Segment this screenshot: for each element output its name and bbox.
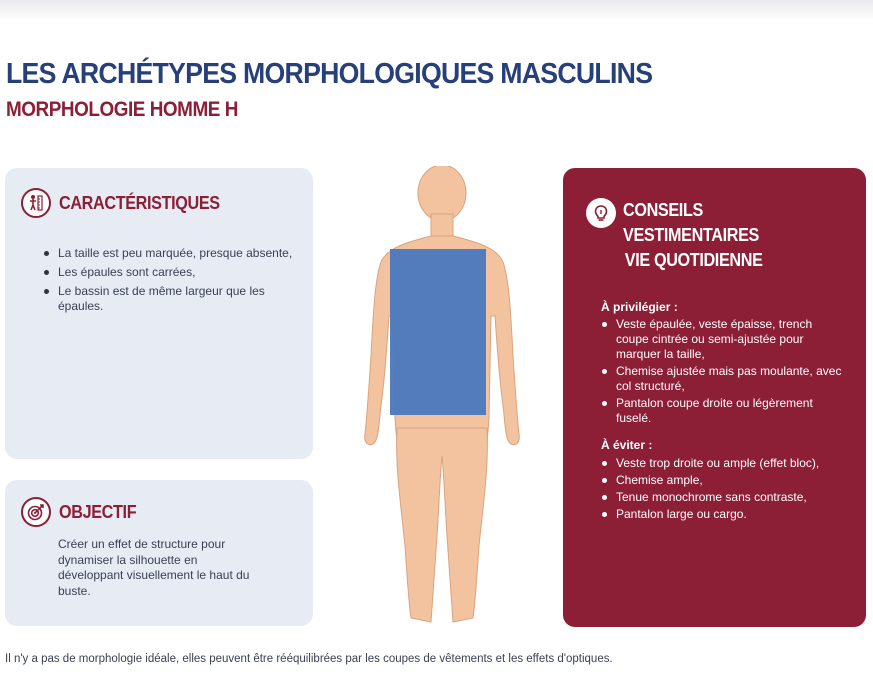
conseils-title-line: CONSEILS [623,200,703,220]
caracteristiques-card [5,168,313,459]
head-shape [418,166,466,221]
privilegier-list [598,317,846,428]
privilegier-label: À privilégier : [601,300,678,314]
list-item: Pantalon large ou cargo. [616,507,846,522]
list-item: Chemise ample, [616,473,846,488]
list-item: Chemise ajustée mais pas moulante, avec col structuré, [616,364,846,394]
list-item: La taille est peu marquée, presque absente, [58,246,293,260]
caracteristiques-list [40,246,293,318]
objectif-card [5,480,313,626]
caracteristiques-header [21,188,238,218]
page-subtitle: MORPHOLOGIE HOMME H [6,98,238,121]
page-title: LES ARCHÉTYPES MORPHOLOGIQUES MASCULINS [6,58,653,90]
conseils-title-line: VIE QUOTIDIENNE [624,250,763,270]
eviter-label: À éviter : [601,438,653,452]
legs-shape [397,428,488,622]
list-item: Le bassin est de même largeur que les épaules. [58,284,293,314]
lightbulb-icon [586,198,616,228]
list-item: Veste trop droite ou ample (effet bloc), [616,456,846,471]
footnote: Il n'y a pas de morphologie idéale, elles peuvent être rééquilibrées par les coupes de vêtements et les effets d'optiques. [5,653,613,665]
top-fade [0,0,873,22]
list-item: Les épaules sont carrées, [58,265,293,280]
objectif-title: OBJECTIF [59,501,137,522]
conseils-title-line: VESTIMENTAIRES [623,225,759,245]
list-item: Pantalon coupe droite ou légèrement fuselé. [616,396,846,426]
caracteristiques-title: CARACTÉRISTIQUES [59,192,220,213]
conseils-card [563,168,866,627]
body-measure-icon [21,188,51,218]
body-silhouette-illustration [357,166,527,628]
conseils-title [623,198,763,273]
list-item: Tenue monochrome sans contraste, [616,490,846,505]
objectif-text: Créer un effet de structure pour dynamiser la silhouette en développant visuellement le haut du buste. [58,537,250,598]
list-item: Veste épaulée, veste épaisse, trench coupe cintrée ou semi-ajustée pour marquer la taille, [616,317,846,362]
objectif-header [21,497,145,527]
eviter-list [598,456,846,524]
h-shape-rectangle [390,249,486,415]
target-icon [21,497,51,527]
